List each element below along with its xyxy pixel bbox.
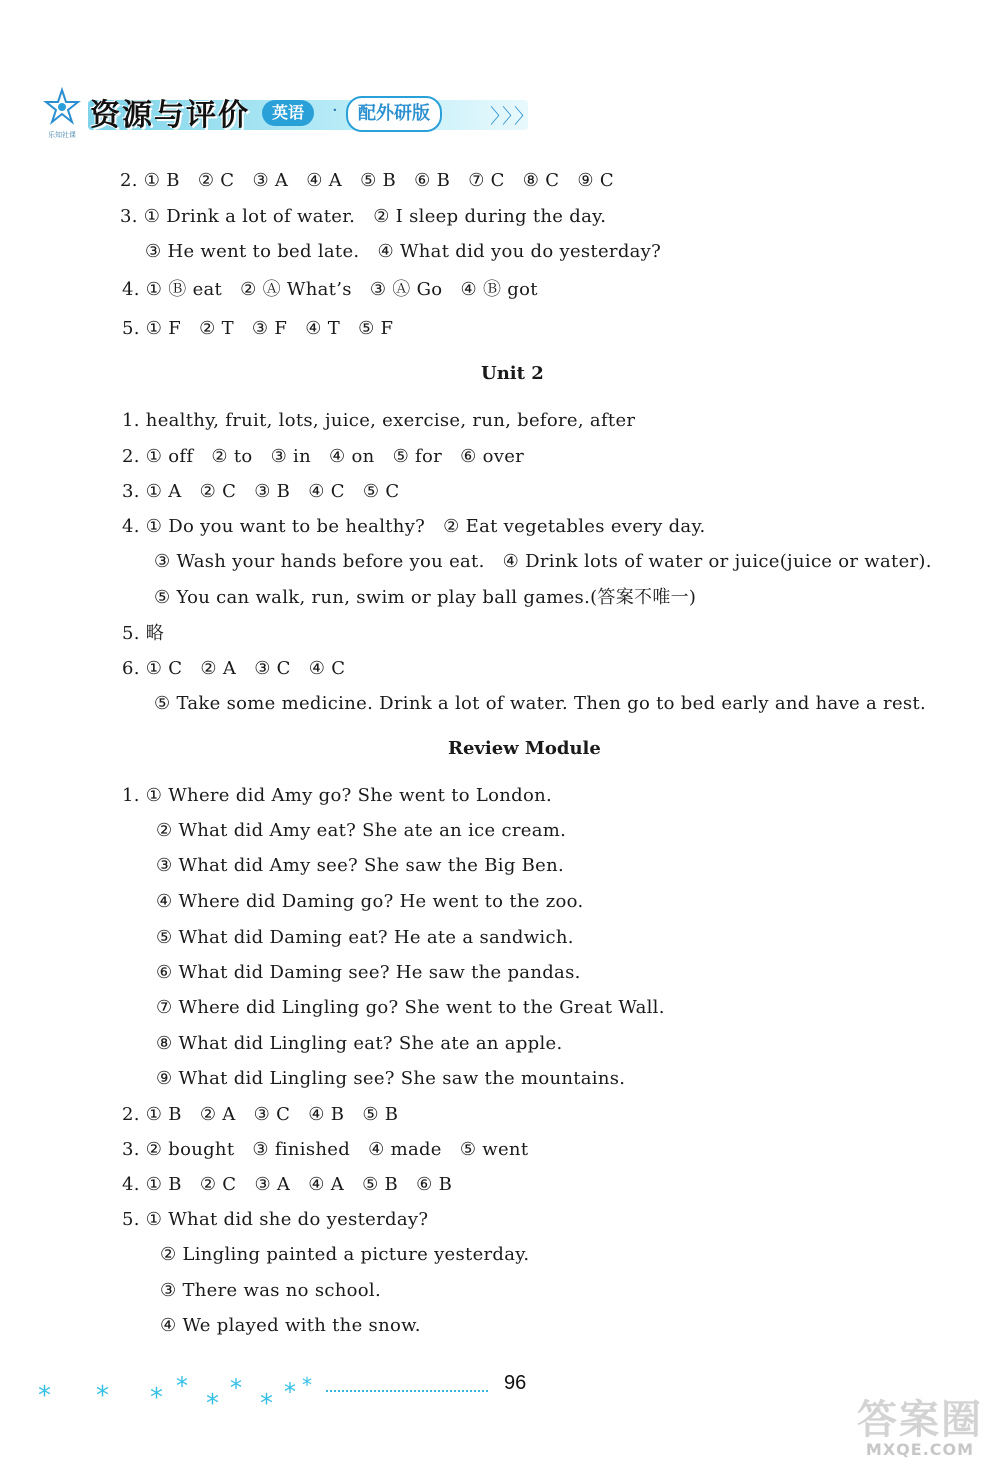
page-number: 96 [504, 1372, 527, 1394]
answer-line: 3. ① Drink a lot of water. ② I sleep during the day. [120, 206, 607, 227]
answer-line: ⑥ What did Daming see? He saw the pandas. [156, 962, 581, 983]
answer-line: ③ He went to bed late. ④ What did you do yesterday? [145, 241, 662, 262]
answer-line: ⑦ Where did Lingling go? She went to the Great Wall. [156, 997, 665, 1018]
answer-line: 5. ① F ② T ③ F ④ T ⑤ F [122, 318, 394, 339]
watermark [846, 1388, 994, 1468]
answer-line: 4. ① B ② C ③ A ④ A ⑤ B ⑥ B [122, 1174, 453, 1195]
svg-text:*: * [38, 1381, 51, 1411]
answer-line: ④ Where did Daming go? He went to the zoo. [156, 891, 584, 912]
svg-text:*: * [150, 1383, 163, 1413]
answer-line: 2. ① B ② A ③ C ④ B ⑤ B [122, 1104, 399, 1125]
svg-text:*: * [260, 1389, 273, 1419]
answer-line: ③ Wash your hands before you eat. ④ Drink lots of water or juice(juice or water). [154, 551, 932, 572]
answer-line: 1. ① Where did Amy go? She went to London. [122, 785, 553, 806]
answer-line: ⑤ Take some medicine. Drink a lot of water. Then go to bed early and have a rest. [154, 693, 926, 714]
svg-text:*: * [230, 1374, 242, 1402]
answer-line: ⑨ What did Lingling see? She saw the mountains. [156, 1068, 626, 1089]
star-decoration-icon [30, 1368, 330, 1438]
subject-tag: 英语 [262, 100, 314, 126]
answer-line: 1. healthy, fruit, lots, juice, exercise, run, before, after [122, 410, 636, 431]
answer-line: ⑧ What did Lingling eat? She ate an apple. [156, 1033, 563, 1054]
answer-line: 2. ① B ② C ③ A ④ A ⑤ B ⑥ B ⑦ C ⑧ C ⑨ C [120, 170, 614, 191]
answer-line: 3. ② bought ③ finished ④ made ⑤ went [122, 1139, 529, 1160]
answer-line: ④ We played with the snow. [160, 1315, 421, 1336]
svg-text:*: * [96, 1381, 109, 1411]
watermark-logo: 答案圈 [857, 1397, 983, 1443]
answer-line: ② Lingling painted a picture yesterday. [160, 1244, 530, 1265]
answer-line: ② What did Amy eat? She ate an ice cream. [156, 820, 567, 841]
svg-text:*: * [284, 1378, 296, 1406]
answer-line: 6. ① C ② A ③ C ④ C [122, 658, 346, 679]
answer-line: 4. ① Ⓑ eat ② Ⓐ What’s ③ Ⓐ Go ④ Ⓑ got [122, 279, 538, 300]
answer-line: 5. 略 [122, 623, 165, 644]
answer-line: 2. ① off ② to ③ in ④ on ⑤ for ⑥ over [122, 446, 525, 467]
answer-line: ③ There was no school. [160, 1280, 382, 1301]
answer-line: ③ What did Amy see? She saw the Big Ben. [156, 855, 565, 876]
answer-line: ⑤ What did Daming eat? He ate a sandwich. [156, 927, 574, 948]
title-separator: · [332, 100, 338, 121]
section-heading-unit-2: Unit 2 [481, 363, 544, 384]
svg-text:*: * [176, 1372, 188, 1400]
answer-line: 3. ① A ② C ③ B ④ C ⑤ C [122, 481, 400, 502]
watermark-url: MXQE.COM [865, 1440, 975, 1459]
dotted-leader [326, 1380, 488, 1392]
book-title: 资源与评价 [90, 98, 250, 133]
answer-line: ⑤ You can walk, run, swim or play ball games.(答案不唯一) [154, 587, 697, 608]
section-heading-review-module: Review Module [448, 738, 601, 759]
svg-text:*: * [302, 1373, 312, 1397]
answer-line: 5. ① What did she do yesterday? [122, 1209, 429, 1230]
chevron-right-icon: 〉〉〉 [490, 104, 536, 128]
logo-caption: 乐知社课 [48, 131, 76, 139]
svg-text:*: * [206, 1389, 219, 1419]
header-banner [38, 86, 558, 146]
edition-tag: 配外研版 [346, 96, 442, 132]
answer-line: 4. ① Do you want to be healthy? ② Eat vegetables every day. [122, 516, 706, 537]
